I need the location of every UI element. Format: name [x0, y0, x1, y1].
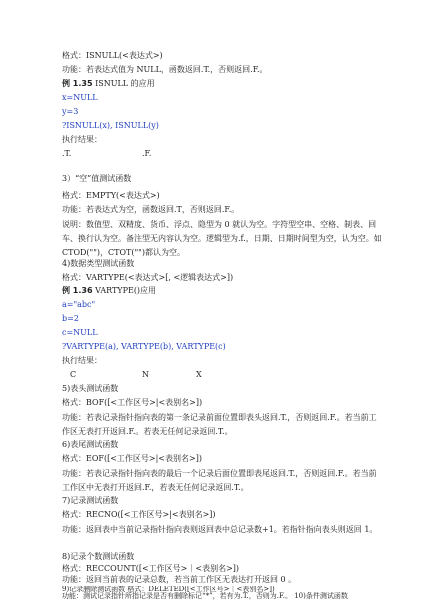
code-line: c=NULL: [62, 328, 98, 337]
section-heading: 4)数据类型测试函数: [62, 259, 135, 268]
code-line: x=NULL: [62, 93, 98, 102]
result-value: .T.: [62, 149, 72, 158]
section-heading: 6)表尾测试函数: [62, 440, 119, 449]
recno-syntax: 格式：RECNO([<工作区号>|<表别名>]): [62, 510, 216, 519]
example-1-36-heading: [62, 286, 156, 296]
eof-syntax: 格式：EOF([<工作区号>|<表别名>]): [62, 454, 202, 463]
code-line: a="abc": [62, 300, 96, 309]
deleted-syntax: 格式：DELETED([<工作区号>｜<表别名>]): [127, 586, 275, 593]
result-value: .F.: [142, 149, 152, 158]
result-label: 执行结果：: [62, 135, 102, 144]
bof-syntax: 格式：BOF([<工作区号>|<表别名>]): [62, 398, 203, 407]
result-label: 执行结果：: [62, 356, 102, 365]
example-title: ISNULL 的应用: [95, 79, 155, 88]
vartype-syntax: 格式：VARTYPE(<表达式>[, <逻辑表达式>]): [62, 273, 234, 282]
code-line: ?VARTYPE(a), VARTYPE(b), VARTYPE(c): [62, 342, 226, 351]
empty-note: 说明：数值型、双精度、货币、浮点、隐型为 0 就认为空。字符型空串、空格、制表、回车、换行认为空。备注型无内容认为空。逻辑型为.f.，日期、日期时间型为空，认为空。如 CTOD("")，CTOT("")都认为空。: [62, 220, 382, 257]
code-line: y=3: [62, 107, 79, 116]
result-value: X: [196, 370, 202, 379]
section-heading: 10)条件测试函数: [294, 592, 348, 600]
code-line: ?ISNULL(x), ISNULL(y): [62, 121, 159, 130]
result-value: N: [142, 370, 149, 379]
recno-description: 功能：返回表中当前记录指针指向表则返回表中总记录数+1。若指针指向表头则返回 1。: [62, 525, 378, 534]
bof-description: 功能：若表记录指针指向表的第一条记录前面位置即表头返回.T.，否则返回.F.。若当前工作区无表打开返回.F.。若表无任何记录返回.T.。: [62, 413, 377, 436]
result-value: C: [70, 370, 77, 379]
deleted-description: 功能：测试记录指针所指记录是否有删除标记“*”，若有为.T.，否则为.F.。: [62, 592, 292, 600]
section-heading: 3）“空”值测试函数: [62, 174, 132, 183]
empty-description: 功能：若表达式为空，函数返回.T，否则返回.F.。: [62, 205, 240, 214]
isnull-description: 功能：若表达式值为 NULL，函数返回.T.，否则返回.F.。: [62, 65, 268, 74]
section-heading: 7)记录测试函数: [62, 496, 119, 505]
section-heading: 5)表头测试函数: [62, 384, 119, 393]
example-number: 例 1.36: [62, 286, 93, 295]
empty-syntax: 格式：EMPTY(<表达式>): [62, 191, 160, 200]
isnull-syntax: 格式：ISNULL(<表达式>): [62, 51, 163, 60]
continuation-block: [62, 586, 384, 600]
reccount-syntax: 格式：RECCOUNT([<工作区号>｜<表别名>]): [62, 564, 240, 573]
reccount-description: 功能：返回当前表的记录总数，若当前工作区无表达打开返回 0 。: [62, 575, 297, 584]
section-heading: 9)记录删除测试函数: [62, 586, 126, 593]
example-number: 例 1.35: [62, 79, 93, 88]
eof-description: 功能：若表记录指针指向表的最后一个记录后面位置即表尾返回.T.，否则返回.F.。若当前工作区中无表打开返回.F.，若表无任何记录返回.T.。: [62, 469, 377, 492]
example-title: VARTYPE()应用: [95, 286, 157, 295]
example-1-35-heading: [62, 79, 155, 89]
code-line: b=2: [62, 314, 79, 323]
section-heading: 8)记录个数测试函数: [62, 552, 135, 561]
